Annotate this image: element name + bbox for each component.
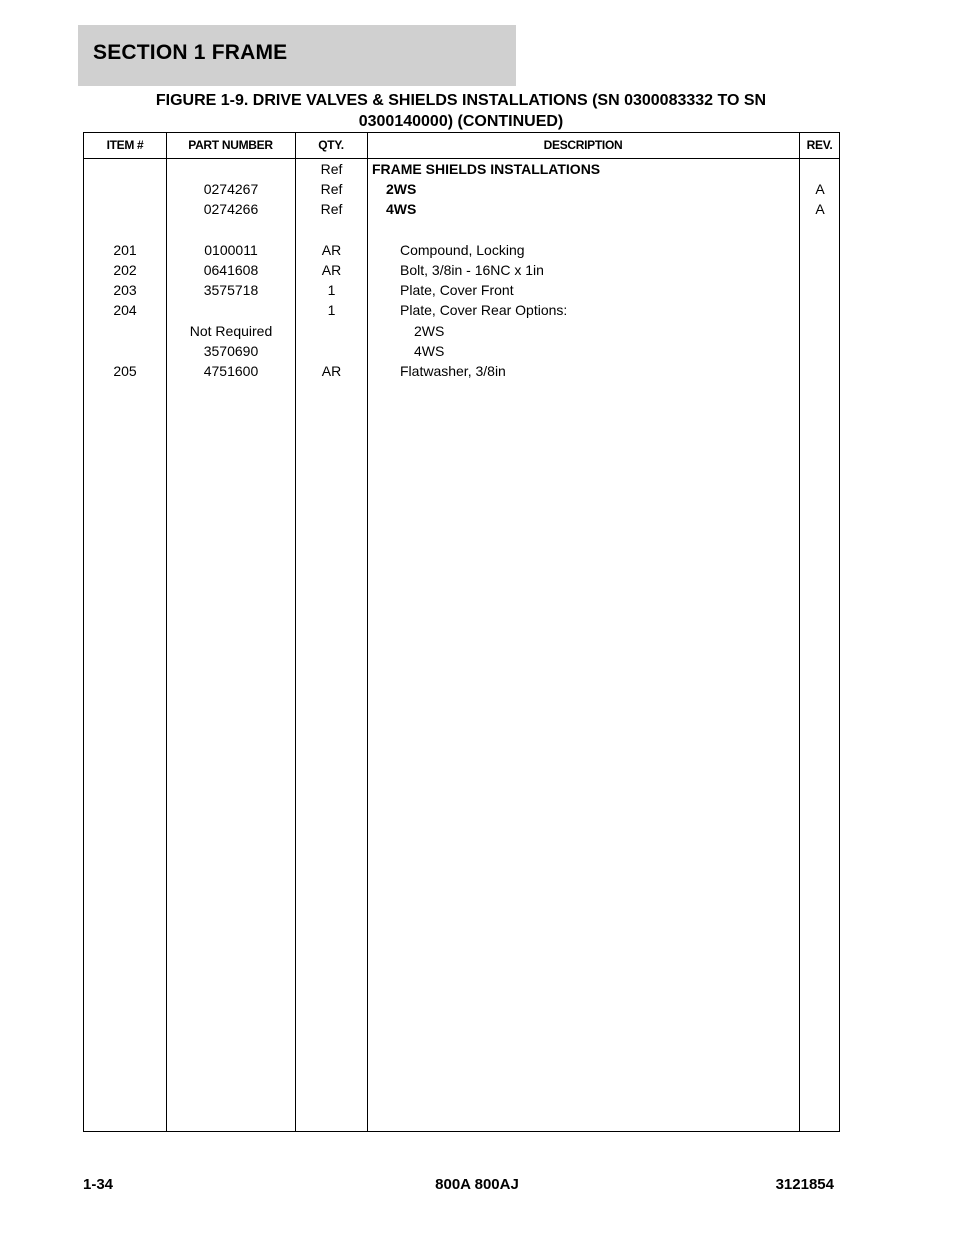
table-row xyxy=(84,280,839,300)
cell-description: 2WS xyxy=(386,181,417,198)
header-description: DESCRIPTION xyxy=(543,138,623,152)
parts-table xyxy=(83,132,840,1132)
cell-part-number: 0274267 xyxy=(203,181,259,198)
table-row xyxy=(84,159,839,179)
table-row xyxy=(84,179,839,199)
table-body xyxy=(84,159,839,381)
cell-qty: AR xyxy=(321,261,342,278)
cell-qty: AR xyxy=(321,241,342,258)
figure-title-line-1: FIGURE 1-9. DRIVE VALVES & SHIELDS INSTALLATIONS (SN 0300083332 TO SN xyxy=(155,92,767,109)
cell-qty: Ref xyxy=(320,161,343,177)
cell-item: 204 xyxy=(113,302,137,319)
table-row xyxy=(84,300,839,320)
cell-item: 202 xyxy=(113,261,137,278)
header-qty: QTY. xyxy=(318,138,344,152)
cell-description: 2WS xyxy=(414,322,445,339)
table-row xyxy=(84,199,839,219)
cell-rev: A xyxy=(815,181,825,198)
cell-description: 4WS xyxy=(414,342,445,359)
footer-model-text: 800A 800AJ xyxy=(435,1176,519,1193)
cell-description: Bolt, 3/8in - 16NC x 1in xyxy=(400,261,544,278)
cell-description: Plate, Cover Rear Options: xyxy=(400,302,568,319)
cell-part-number: 0274266 xyxy=(203,201,259,218)
cell-part-number: 0100011 xyxy=(204,241,258,258)
header-part-number: PART NUMBER xyxy=(188,138,273,152)
cell-part-number: 4751600 xyxy=(203,362,259,379)
cell-qty: AR xyxy=(321,362,342,379)
cell-qty: Ref xyxy=(320,181,343,198)
footer-doc-number: 3121854 xyxy=(775,1176,834,1193)
table-row xyxy=(84,240,839,260)
cell-qty: 1 xyxy=(327,282,336,299)
table-row xyxy=(84,321,839,341)
cell-qty: 1 xyxy=(327,302,336,319)
table-row xyxy=(84,220,839,240)
cell-description: FRAME SHIELDS INSTALLATIONS xyxy=(372,161,601,177)
figure-title xyxy=(100,90,822,132)
cell-part-number: 3570690 xyxy=(203,342,259,359)
cell-description: Plate, Cover Front xyxy=(400,282,514,299)
header-item: ITEM # xyxy=(106,138,144,152)
section-header xyxy=(78,25,516,86)
table-row xyxy=(84,260,839,280)
cell-rev: A xyxy=(815,201,825,218)
figure-title-line-2: 0300140000) (CONTINUED) xyxy=(358,113,564,130)
table-row xyxy=(84,341,839,361)
cell-description: Flatwasher, 3/8in xyxy=(400,362,506,379)
cell-item: 205 xyxy=(113,362,137,379)
footer-page-number: 1-34 xyxy=(83,1176,114,1193)
table-row xyxy=(84,361,839,381)
cell-item: 201 xyxy=(113,241,137,258)
section-title: SECTION 1 FRAME xyxy=(93,41,288,64)
cell-part-number: 3575718 xyxy=(203,282,259,299)
cell-description: Compound, Locking xyxy=(400,241,525,258)
cell-part-number: Not Required xyxy=(189,322,273,339)
cell-description: 4WS xyxy=(386,201,417,218)
cell-qty: Ref xyxy=(320,201,343,218)
header-rev: REV. xyxy=(806,138,833,152)
cell-part-number: 0641608 xyxy=(203,261,259,278)
cell-item: 203 xyxy=(113,282,137,299)
